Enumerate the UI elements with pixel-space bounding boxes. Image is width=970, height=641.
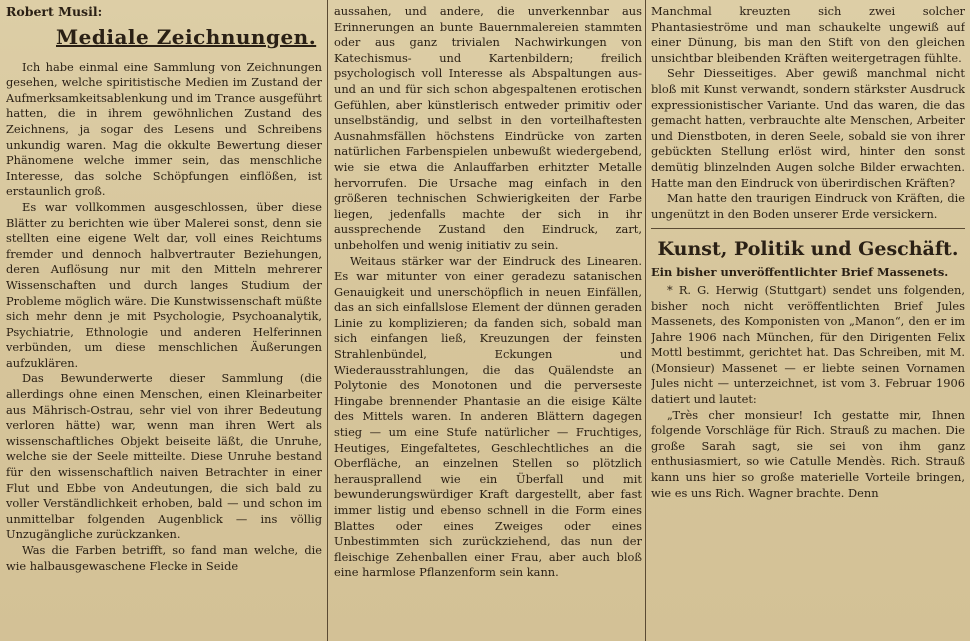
paragraph: Es war vollkommen ausgeschlossen, über diese Blätter zu berichten wie über Malerei sonst, denn sie stellten eine eigene Welt dar, voll eines Reichtums fremder und dennoch halbvertrauter Beziehungen, deren Auflösung nur mit den Mitteln mehrerer Wissenschaften und durch langes Studium der Probleme möglich wäre. Die Kunstwissenschaft müßte sich mehr denn je mit Psychologie, Psychoanalytik, Psychiatrie, Ethnologie und anderen Helferinnen verbünden, um diese menschlichen Äußerungen aufzuklären. xyxy=(6,199,322,370)
paragraph: Weitaus stärker war der Eindruck des Linearen. Es war mitunter von einer geradezu satanischen Genauigkeit und unerschöpflich in neuen Einfällen, das an sich einfallslose Element der dünnen geraden Linie zu komplizieren; da fanden sich, sobald man sich einfangen ließ, Kreuzungen der feinsten Strahlenbündel, Eckungen und Wiederausstrahlungen, die das Quälendste an Polytonie des Monotonen und die perverseste Hingabe brennender Phantasie an die eisige Kälte des Mittels waren. In anderen Blättern dagegen stieg — um eine Stufe natürlicher — Fruchtiges, Heutiges, Eingefaltetes, Geschlechtliches an die Oberfläche, an einzelnen Stellen so plötzlich herausprallend wie ein Überfall und mit bewunderungswürdiger Kraft dargestellt, aber fast immer listig und ebenso schnell in die Form eines Blattes oder eines Zweiges oder eines Unbestimmten sich zurückziehend, das nun der fleischige Zehenballen einer Frau, aber auch bloß eine harmlose Pflanzenform sein kann. xyxy=(334,253,642,580)
section-divider xyxy=(651,228,965,229)
column-right xyxy=(651,4,965,641)
column-divider xyxy=(645,0,646,641)
article-author: Robert Musil: xyxy=(6,4,103,19)
paragraph: Sehr Diesseitiges. Aber gewiß manchmal nicht bloß mit Kunst verwandt, sondern stärkster Ausdruck expressionistischer Variante. Und das waren, die das gemacht hatten, verbrauchte alte Menschen, Arbeiter und Dienstboten, in deren Seele, sobald sie von ihrer gebückten Stellung erlöst wird, hinter den sonst demütig blinzelnden Augen solche Bilder erwachten. Hatte man den Eindruck von überirdischen Kräften? xyxy=(651,66,965,190)
paragraph: „Très cher monsieur! Ich gestatte mir, Ihnen folgende Vorschläge für Rich. Strauß zu machen. Die große Sarah sagt, sie sei von ihm ganz enthusiasmiert, so wie Catulle Mendès. Rich. Strauß kann uns hier so große materielle Vorteile bringen, wie es uns Rich. Wagner brachte. Denn xyxy=(651,407,965,500)
paragraph: Was die Farben betrifft, so fand man welche, die wie halbausgewaschene Flecke in Seide xyxy=(6,543,322,573)
paragraph: Ich habe einmal eine Sammlung von Zeichnungen gesehen, welche spiritistische Medien im Zustand der Aufmerksamkeitsablenkung und im Trance ausgeführt hatten, die in ihrem gewöhnlichen Zustand des Zeichnens, ja sogar des Lesens und Schreibens unkundig waren. Mag die okkulte Bewertung dieser Phänomene welche immer sein, das menschliche Interesse, das solche Schöpfungen einflößen, ist erstaunlich groß. xyxy=(6,59,322,199)
column-divider xyxy=(327,0,328,641)
article-title: Kunst, Politik und Geschäft. xyxy=(657,238,959,261)
column-left xyxy=(6,4,322,641)
paragraph: Man hatte den traurigen Eindruck von Kräften, die ungenützt in den Boden unserer Erde versickern. xyxy=(651,191,965,221)
paragraph: aussahen, und andere, die unverkennbar aus Erinnerungen an bunte Bauernmalereien stammten oder aus ganz trivialen Nachwirkungen von Katechismus- und Kartenbildern; freilich psychologisch voll Interesse als Abspaltungen aus- und an und für sich schon abgespaltenen erotischen Gefühlen, aber künstlerisch entweder primitiv oder unselbständig, und selbst in den vorteilhaftesten Ausnahmsfällen höchstens Eindrücke von zarten natürlichen Farbenspielen unbewußt wiedergebend, wie sie etwa die Anlauffarben erhitzter Metalle hervorrufen. Die Ursache mag einfach in den größeren technischen Schwierigkeiten der Farbe liegen, jedenfalls machte der sich in ihr aussprechende Zustand den Eindruck, zart, unbeholfen und wenig initiativ zu sein. xyxy=(334,4,642,252)
paragraph: * R. G. Herwig (Stuttgart) sendet uns folgenden, bisher noch nicht veröffentlichten Brief Jules Massenets, des Komponisten von „Manon“, den er im Jahre 1906 nach München, für den Dirigenten Felix Mottl bestimmt, gerichtet hat. Das Schreiben, mit M. (Monsieur) Massenet — er liebte seinen Vornamen Jules nicht — unterzeichnet, ist vom 3. Februar 1906 datiert und lautet: xyxy=(651,282,965,407)
column-middle xyxy=(334,4,642,641)
paragraph: Manchmal kreuzten sich zwei solcher Phantasieströme und man schaukelte ungewiß auf einer Dünung, bis man den Stift von den gleichen unsichtbar bleibenden Kräften weitergetragen fühlte. xyxy=(651,4,965,65)
paragraph: Das Bewunderwerte dieser Sammlung (die allerdings ohne einen Menschen, einen Kleinarbeiter aus Mährisch-Ostrau, sehr viel von ihrer Bedeutung verloren hätte) war, wenn man ihren Wert als wissenschaftliches Objekt beiseite läßt, die Unruhe, welche sie der Seele mitteilte. Diese Unruhe bestand für den wissenschaftlich naiven Betrachter in einer Flut und Ebbe von Andeutungen, die sich bald zu voller Verständlichkeit erhoben, bald — und schon im unmittelbar folgenden Augenblick — ins völlig Unzugängliche zurückzanken. xyxy=(6,371,322,542)
article-subtitle: Ein bisher unveröffentlichter Brief Massenets. xyxy=(651,265,949,280)
article-title: Mediale Zeichnungen. xyxy=(56,24,317,49)
